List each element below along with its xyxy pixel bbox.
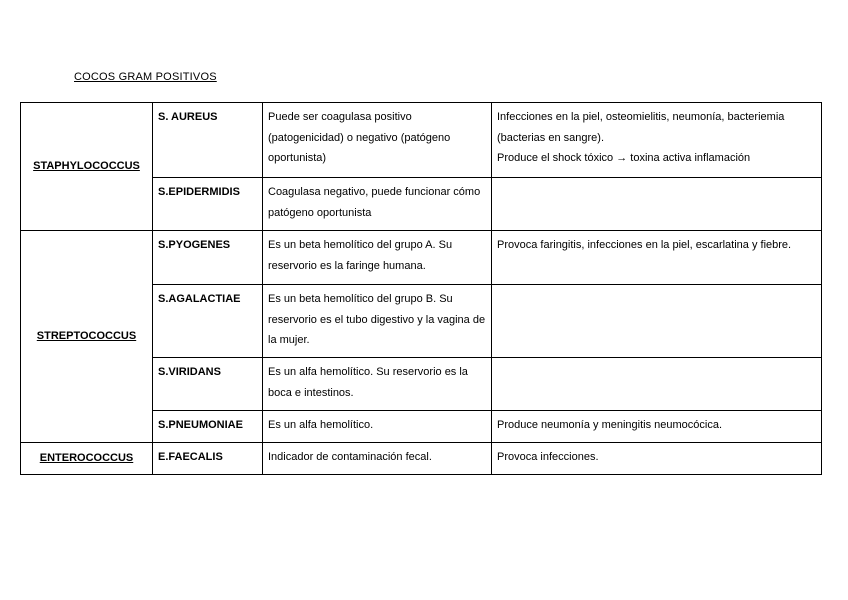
notes-line: Produce el shock tóxico → toxina activa inflamación (497, 152, 751, 164)
notes-cell (492, 103, 822, 178)
genus-cell-streptococcus: STREPTOCOCCUS (21, 231, 153, 443)
description-cell: Es un alfa hemolítico. (263, 411, 492, 443)
genus-cell-staphylococcus: STAPHYLOCOCCUS (21, 103, 153, 231)
notes-line: Infecciones en la piel, osteomielitis, neumonía, bacteriemia (bacterias en sangre). (497, 111, 785, 144)
bacteria-table (20, 102, 822, 475)
species-cell: S.VIRIDANS (153, 358, 263, 411)
species-cell: S.EPIDERMIDIS (153, 178, 263, 231)
notes-cell: Provoca faringitis, infecciones en la piel, escarlatina y fiebre. (492, 231, 822, 285)
page-title: COCOS GRAM POSITIVOS (74, 71, 217, 83)
notes-cell (492, 285, 822, 358)
description-cell: Indicador de contaminación fecal. (263, 443, 492, 475)
description-cell: Es un alfa hemolítico. Su reservorio es la boca e intestinos. (263, 358, 492, 411)
species-cell: S. AUREUS (153, 103, 263, 178)
species-cell: S.PNEUMONIAE (153, 411, 263, 443)
notes-cell (492, 358, 822, 411)
species-cell: E.FAECALIS (153, 443, 263, 475)
genus-cell-enterococcus: ENTEROCOCCUS (21, 443, 153, 475)
table-row (21, 443, 822, 475)
description-cell: Puede ser coagulasa positivo (patogenicidad) o negativo (patógeno oportunista) (263, 103, 492, 178)
description-cell: Es un beta hemolítico del grupo A. Su reservorio es la faringe humana. (263, 231, 492, 285)
table-row (21, 231, 822, 285)
description-cell: Es un beta hemolítico del grupo B. Su reservorio es el tubo digestivo y la vagina de la mujer. (263, 285, 492, 358)
table-row (21, 103, 822, 178)
species-cell: S.PYOGENES (153, 231, 263, 285)
notes-cell: Produce neumonía y meningitis neumocócica. (492, 411, 822, 443)
notes-cell: Provoca infecciones. (492, 443, 822, 475)
notes-cell (492, 178, 822, 231)
description-cell: Coagulasa negativo, puede funcionar cómo patógeno oportunista (263, 178, 492, 231)
species-cell: S.AGALACTIAE (153, 285, 263, 358)
